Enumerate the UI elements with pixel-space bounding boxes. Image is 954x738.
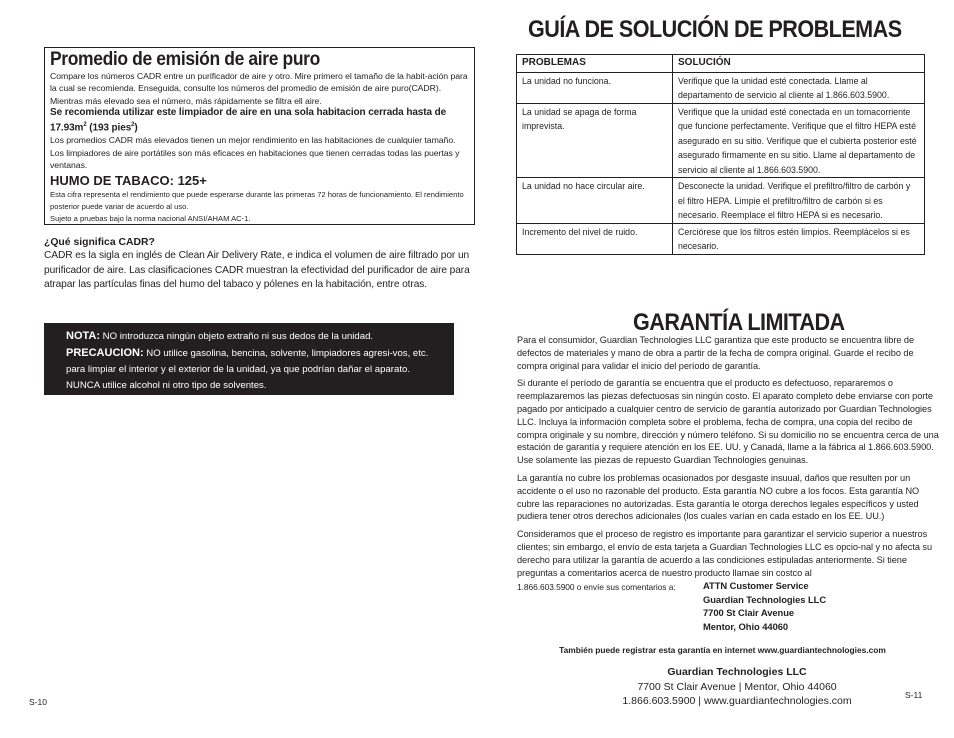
problem-cell: La unidad no hace circular aire.: [517, 178, 673, 224]
cadr-definition-text: CADR es la sigla en inglés de Clean Air Delivery Rate, e indica el volumen de aire filtrado por un purificador de aire. Las clasificaciones CADR muestran la efectividad del purificador de aire para atrapar las partículas finas del humo del tabaco y pólenes en la habitación, entre otras.: [44, 250, 470, 291]
mailing-address: [703, 579, 826, 633]
warranty-paragraph: Para el consumidor, Guardian Technologies LLC garantiza que este producto se encuentra libre de defectos de materiales y mano de obra a partir de la fecha de compra original. Guarde el recibo de compra original para validar el inicio del período de garantía.: [517, 335, 915, 371]
address-line: Mentor, Ohio 44060: [703, 620, 789, 632]
warranty-body: [517, 334, 942, 633]
cadr-definition-section: [44, 237, 476, 293]
online-registration-note: También puede registrar esta garantía en internet www.guardiantechnologies.com: [559, 645, 886, 655]
note-caution-box: [44, 323, 454, 395]
page-number-right: S-11: [905, 690, 923, 700]
table-row: [517, 103, 925, 178]
room-size-recommendation: Se recomienda utilizar este limpiador de aire en una sola habitacion cerrada hasta de $17.93m^2$ (193 pies$^2$): [50, 106, 447, 134]
table-row: [517, 223, 925, 254]
table-row: [517, 72, 925, 103]
table-row: [517, 178, 925, 224]
caution-text: PRECAUCION: NO utilice gasolina, bencina, solvente, limpiadores agresi-vos, etc. para limpiar el interior y el exterior de la unidad, ya que podrían dañar el aparato. NUNCA utilice alcohol ni otro tipo de solventes.: [66, 347, 429, 391]
solution-cell: Verifique que la unidad esté conectada. Llame al departamento de servicio al cliente al 1.866.603.5900.: [673, 72, 925, 103]
footer-address: 7700 St Clair Avenue | Mentor, Ohio 44060: [637, 680, 837, 693]
problem-cell: La unidad no funciona.: [517, 72, 673, 103]
warranty-paragraph: La garantía no cubre los problemas ocasionados por desgaste insuual, daños que resulten por un accidente o el uso no razonable del producto. Esta garantía NO cubre a los focos. Esta garantía NO cubre las reparaciones no autorizadas. Esta garantía le otorga derechos legales específicos y usted pudiera tener otros derechos adicionales (los cuales varían en cada estado en los EE. UU.): [517, 472, 920, 522]
footer-contact: 1.866.603.5900 | www.guardiantechnologies.com: [622, 695, 852, 708]
cadr-box-title: Promedio de emisión de aire puro: [50, 49, 320, 70]
contact-lead-text: 1.866.603.5900 o envíe sus comentarios a:: [517, 582, 676, 593]
header-solution: SOLUCIÓN: [673, 55, 925, 73]
problem-cell: La unidad se apaga de forma imprevista.: [517, 103, 673, 178]
cadr-promedios-text: Los promedios CADR más elevados tienen un mejor rendimiento en las habitaciones de cualquier tamaño. Los limpiadores de aire portátiles son más eficaces en habitaciones que tienen cerradas todas las puertas y ventanas.: [50, 135, 460, 170]
note-line: NOTA: NO introduzca ningún objeto extraño ni sus dedos de la unidad.: [66, 330, 374, 342]
troubleshooting-title: GUÍA DE SOLUCIÓN DE PROBLEMAS: [528, 16, 902, 43]
solution-cell: Cerciórese que los filtros estén limpios. Reemplácelos si es necesario.: [673, 223, 925, 254]
problem-cell: Incremento del nivel de ruido.: [517, 223, 673, 254]
warranty-paragraph: Si durante el período de garantía se encuentra que el producto es defectuoso, repararemos o reemplazaremos las piezas defectuosas sin ningún costo. El aparato completo debe enviarse con porte pagado por anticipado a cualquier centro de servicio de garantía autorizado por Guardian Technologies LLC. Incluya la información completa sobre el problema, fecha de compra, una copia del recibo de compra originale y su nombre, dirección y número teléfono. Si su domicilio no se encuentra cerca de una estación de garantía y requiere atención en los EE. UU. y Canadá, llame a la fábrica al 1.866.603.5900. Use solamente las piezas de repuesto Guardian Technologies genuinas.: [517, 378, 939, 466]
solution-cell: Desconecte la unidad. Verifique el prefiltro/filtro de carbón y el filtro HEPA. Limpie el prefiltro/filtro de carbón si es necesario. Reemplace el filtro HEPA si es necesario.: [673, 178, 925, 224]
address-line: 7700 St Clair Avenue: [703, 607, 795, 619]
company-footer: [560, 665, 914, 709]
tobacco-smoke-text: Esta cifra representa el rendimiento que puede esperarse durante las primeras 72 horas de funcionamiento. El rendimiento posterior puede variar de acuerdo al uso.: [50, 190, 464, 211]
tobacco-smoke-heading: HUMO DE TABACO: 125+: [50, 173, 207, 189]
cadr-intro-text: Compare los números CADR entre un purificador de aire y otro. Mire primero el tamaño de la habit-ación para la cual se recomienda. Enseguida, consulte los números del promedio de emisión de aire puro(CADR). Mientras más elevado sea el número, más rápidamente se filtra ell aire.: [50, 71, 468, 106]
solution-cell: Verifique que la unidad esté conectada en un tomacorriente que funcione perfectamente. Verifique que el filtro HEPA esté asegurado en su sitio. Verifique que el cubierta posterior esté asegurado firmamente en su sitio. Llame al departamento de servicio al cliente al 1.866.603.5900.: [673, 103, 925, 178]
warranty-paragraph: Consideramos que el proceso de registro es importante para garantizar el servicio superior a nuestros clientes; sin embargo, el envío de esta tarjeta a Guardian Technologies LLC es opcio-nal y no afecta su derecho para utilizar la garantía de acuerdo a las condiciones estipuladas anteriormente. Si tiene preguntas a comentarios acerca de nuestro producto llamae sin costco al: [517, 529, 933, 578]
header-problems: PROBLEMAS: [517, 55, 673, 73]
footer-company-name: Guardian Technologies LLC: [667, 666, 807, 678]
warranty-title: GARANTÍA LIMITADA: [633, 309, 845, 336]
page-number-left: S-10: [29, 697, 47, 707]
address-line: ATTN Customer Service: [703, 580, 809, 592]
table-header-row: [517, 55, 925, 73]
address-line: Guardian Technologies LLC: [703, 593, 827, 605]
mailing-address-block: [517, 579, 942, 633]
ansi-standard-note: Sujeto a pruebas bajo la norma nacional ANSI/AHAM AC-1.: [50, 213, 251, 223]
troubleshooting-table: [516, 54, 925, 255]
cadr-definition-title: ¿Qué significa CADR?: [44, 237, 155, 248]
cadr-info-box: [44, 47, 475, 225]
